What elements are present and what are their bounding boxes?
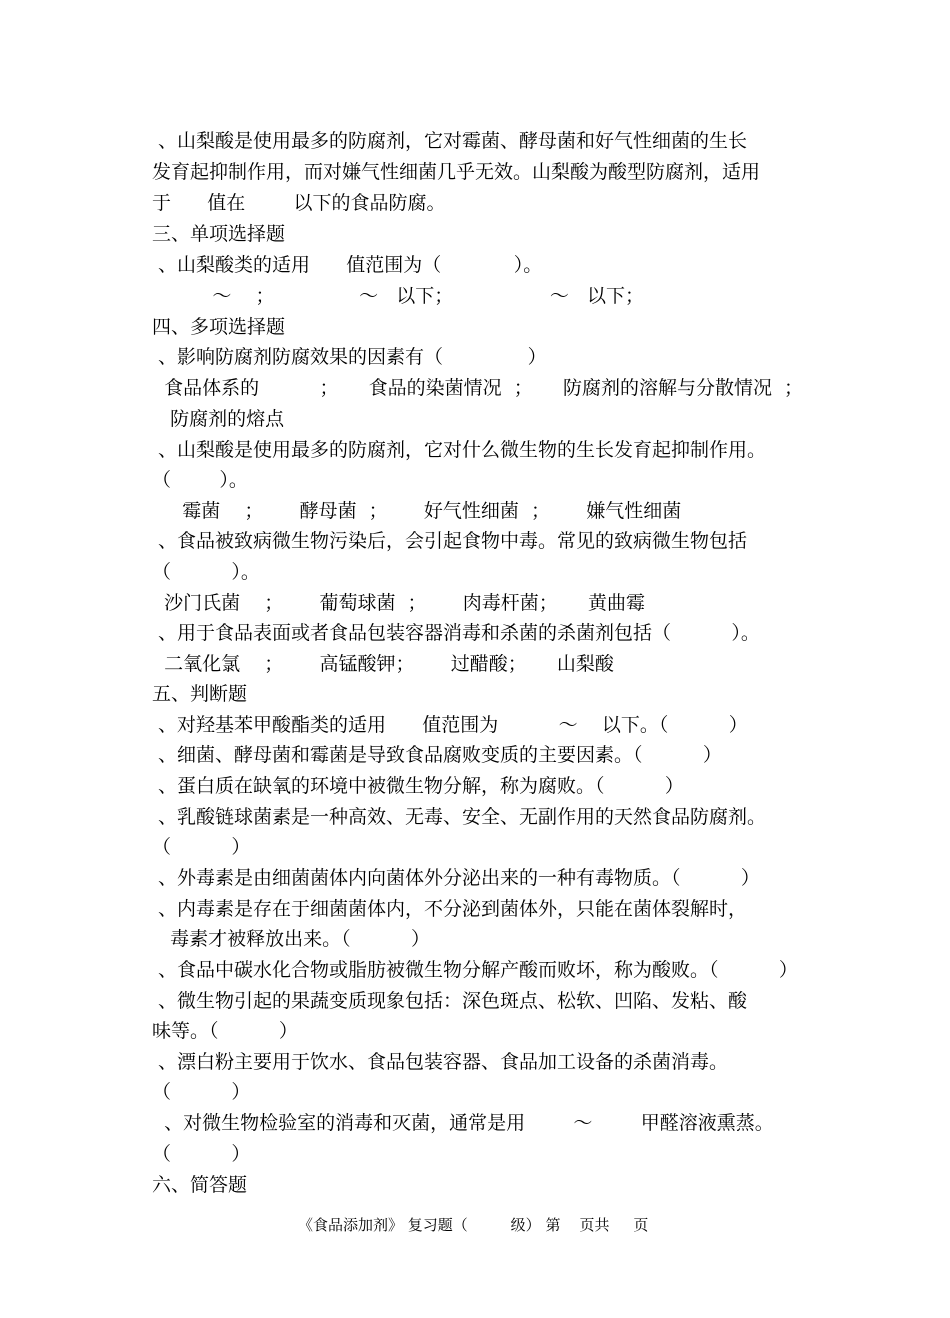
section-heading-single-choice: 三、单项选择题 xyxy=(152,223,286,245)
question-tf-5: 、外毒素是由细菌菌体内向菌体外分泌出来的一种有毒物质。（ ） xyxy=(152,867,760,889)
question-tf-4-cont: （ ） xyxy=(152,836,251,858)
question-tf-2: 、细菌、酵母菌和霉菌是导致食品腐败变质的主要因素。（ ） xyxy=(152,744,722,766)
options-multi-3: 沙门氏菌 ； 葡萄球菌 ； 肉毒杆菌； 黄曲霉 xyxy=(152,592,645,614)
question-tf-4: 、乳酸链球菌素是一种高效、无毒、安全、无副作用的天然食品防腐剂。 xyxy=(152,806,767,828)
page-footer: 《食品添加剂》 复习题（ 级） 第 页共 页 xyxy=(298,1216,649,1234)
text-line-3: 于 值在 以下的食品防腐。 xyxy=(152,192,446,214)
options-multi-1: 食品体系的 ； 食品的染菌情况 ； 防腐剂的溶解与分散情况 ； xyxy=(152,377,804,399)
question-multi-3-cont: （ ）。 xyxy=(152,561,260,583)
question-tf-8: 、微生物引起的果蔬变质现象包括：深色斑点、松软、凹陷、发粘、酸 xyxy=(152,990,748,1012)
question-tf-10: 、对微生物检验室的消毒和灭菌，通常是用 ～ 甲醛溶液熏蒸。 xyxy=(152,1112,774,1134)
options-multi-4: 二氧化氯 ； 高锰酸钾； 过醋酸； 山梨酸 xyxy=(152,653,614,675)
text-line-1: 、山梨酸是使用最多的防腐剂，它对霉菌、酵母菌和好气性细菌的生长 xyxy=(152,130,748,152)
question-tf-6-cont: 毒素才被释放出来。（ ） xyxy=(152,928,431,950)
question-tf-10-cont: （ ） xyxy=(152,1143,251,1165)
question-multi-1: 、影响防腐剂防腐效果的因素有（ ） xyxy=(152,346,547,368)
question-tf-1: 、对羟基苯甲酸酯类的适用 值范围为 ～ 以下。（ ） xyxy=(152,714,748,736)
question-tf-8-cont: 味等。（ ） xyxy=(152,1020,298,1042)
section-heading-true-false: 五、判断题 xyxy=(152,683,248,705)
question-multi-3: 、食品被致病微生物污染后，会引起食物中毒。常见的致病微生物包括 xyxy=(152,530,748,552)
question-tf-9: 、漂白粉主要用于饮水、食品包装容器、食品加工设备的杀菌消毒。 xyxy=(152,1051,729,1073)
question-multi-2: 、山梨酸是使用最多的防腐剂，它对什么微生物的生长发育起抑制作用。 xyxy=(152,439,767,461)
question-multi-4: 、用于食品表面或者食品包装容器消毒和杀菌的杀菌剂包括（ ）。 xyxy=(152,622,760,644)
text-line-2: 发育起抑制作用，而对嫌气性细菌几乎无效。山梨酸为酸型防腐剂，适用 xyxy=(152,161,761,183)
options-multi-1-cont: 防腐剂的熔点 xyxy=(152,408,285,430)
question-tf-7: 、食品中碳水化合物或脂肪被微生物分解产酸而败坏，称为酸败。（ ） xyxy=(152,959,798,981)
section-heading-short-answer: 六、简答题 xyxy=(152,1174,248,1196)
options-single-1: ～ ； ～ 以下； ～ 以下； xyxy=(152,285,644,307)
section-heading-multiple-choice: 四、多项选择题 xyxy=(152,316,286,338)
question-tf-6: 、内毒素是存在于细菌菌体内，不分泌到菌体外，只能在菌体裂解时， xyxy=(152,898,748,920)
question-tf-3: 、蛋白质在缺氧的环境中被微生物分解，称为腐败。（ ） xyxy=(152,775,684,797)
question-multi-2-cont: （ ）。 xyxy=(152,469,248,491)
question-single-1: 、山梨酸类的适用 值范围为（ ）。 xyxy=(152,254,543,276)
options-multi-2: 霉菌 ； 酵母菌 ； 好气性细菌 ； 嫌气性细菌 xyxy=(152,500,682,522)
question-tf-9-cont: （ ） xyxy=(152,1081,251,1103)
